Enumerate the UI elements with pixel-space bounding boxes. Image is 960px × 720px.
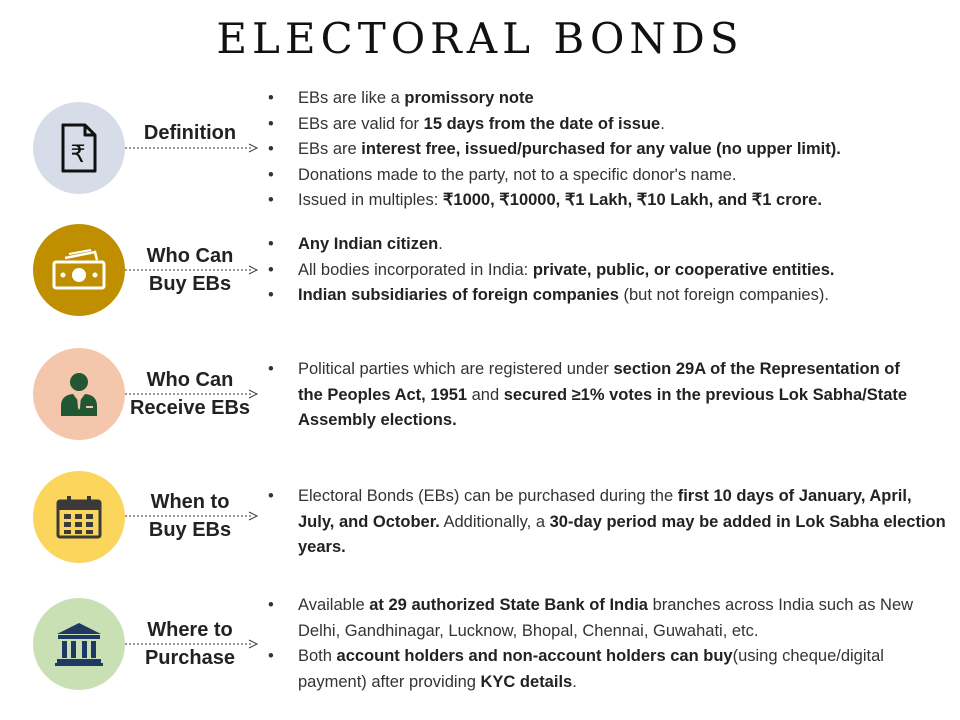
- bank-icon: [54, 621, 104, 667]
- who-can-buy-points: [268, 232, 834, 309]
- text-run: Electoral Bonds (EBs) can be purchased during the: [298, 487, 678, 505]
- connector-arrow: [125, 639, 263, 649]
- bold-text: first 10 days of January, April, July, and October.: [298, 487, 912, 531]
- bold-text: secured ≥1% votes in the previous Lok Sabha/State Assembly elections.: [298, 385, 908, 429]
- bullet-point: [268, 188, 841, 214]
- text-run: (using cheque/digital payment) after providing: [298, 647, 884, 691]
- definition-circle: [33, 102, 125, 194]
- bold-text: private, public, or cooperative entities.: [532, 260, 835, 279]
- text-run: and: [467, 385, 504, 404]
- text-run: (but not foreign companies).: [618, 286, 829, 304]
- rupee-document-icon: [57, 122, 101, 174]
- bullet-point: [268, 232, 834, 258]
- text-run: EBs are valid for: [298, 114, 424, 133]
- section-label-line: Who Can: [146, 369, 234, 391]
- connector-arrow: [125, 265, 263, 275]
- where-to-purchase-points: [268, 593, 948, 695]
- section-label-line: Definition: [143, 122, 237, 144]
- bullet-point: [268, 137, 841, 163]
- money-icon: [51, 248, 107, 292]
- when-to-buy-points: [268, 484, 948, 561]
- text-run: .: [660, 114, 665, 133]
- when-to-buy-circle: [33, 471, 125, 563]
- bold-text: interest free, issued/purchased for any value (no upper limit).: [361, 140, 841, 158]
- section-label-line: Buy EBs: [148, 519, 232, 541]
- svg-text:₹: ₹: [70, 140, 86, 168]
- who-can-receive-points: [268, 357, 928, 434]
- who-can-receive-circle: [33, 348, 125, 440]
- bold-text: Indian subsidiaries of foreign companies: [298, 286, 619, 304]
- section-label-line: Purchase: [144, 647, 236, 669]
- bold-text: KYC details: [480, 672, 573, 691]
- connector-arrow: [125, 389, 263, 399]
- bold-text: at 29 authorized State Bank of India: [369, 596, 648, 614]
- bullet-point: [268, 283, 834, 309]
- section-label-line: Who Can: [146, 245, 234, 267]
- text-run: .: [438, 235, 443, 253]
- bullet-point: [268, 112, 841, 138]
- text-run: Donations made to the party, not to a specific donor's name.: [298, 165, 737, 184]
- definition-points: [268, 86, 841, 214]
- section-label-line: Receive EBs: [129, 397, 251, 419]
- calendar-icon: [55, 494, 103, 540]
- page-title: ELECTORAL BONDS: [216, 14, 744, 63]
- text-run: Both: [298, 647, 337, 665]
- text-run: EBs are: [298, 140, 362, 158]
- text-run: Issued in multiples:: [298, 191, 443, 209]
- text-run: Available: [298, 596, 370, 614]
- section-label-line: Buy EBs: [148, 273, 232, 295]
- bullet-point: [268, 593, 948, 644]
- bold-text: Any Indian citizen: [298, 235, 439, 253]
- bullet-point: [268, 357, 928, 434]
- bold-text: account holders and non-account holders can buy: [336, 647, 733, 665]
- bullet-point: [268, 484, 948, 561]
- person-icon: [57, 370, 101, 418]
- where-to-purchase-circle: [33, 598, 125, 690]
- bold-text: ₹1000, ₹10000, ₹1 Lakh, ₹10 Lakh, and ₹1 crore.: [442, 191, 822, 209]
- text-run: All bodies incorporated in India:: [298, 260, 533, 279]
- who-can-buy-circle: [33, 224, 125, 316]
- text-run: Political parties which are registered under: [298, 360, 614, 378]
- connector-arrow: [125, 143, 263, 153]
- section-label-line: When to: [150, 491, 230, 513]
- bold-text: 15 days from the date of issue: [423, 114, 661, 133]
- bold-text: promissory note: [404, 89, 534, 107]
- text-run: .: [572, 672, 577, 691]
- connector-arrow: [125, 511, 263, 521]
- bold-text: section 29A of the Representation of the Peoples Act, 1951: [298, 360, 900, 404]
- bullet-point: [268, 644, 948, 695]
- bullet-point: [268, 163, 841, 189]
- text-run: branches across India such as New Delhi, Gandhinagar, Lucknow, Bhopal, Chennai, Guwahati, etc.: [298, 596, 914, 640]
- text-run: Additionally, a: [439, 512, 550, 531]
- bold-text: 30-day period may be added in Lok Sabha election years.: [298, 512, 946, 556]
- section-label-line: Where to: [147, 619, 233, 641]
- bullet-point: [268, 258, 834, 284]
- text-run: EBs are like a: [298, 89, 405, 107]
- bullet-point: [268, 86, 841, 112]
